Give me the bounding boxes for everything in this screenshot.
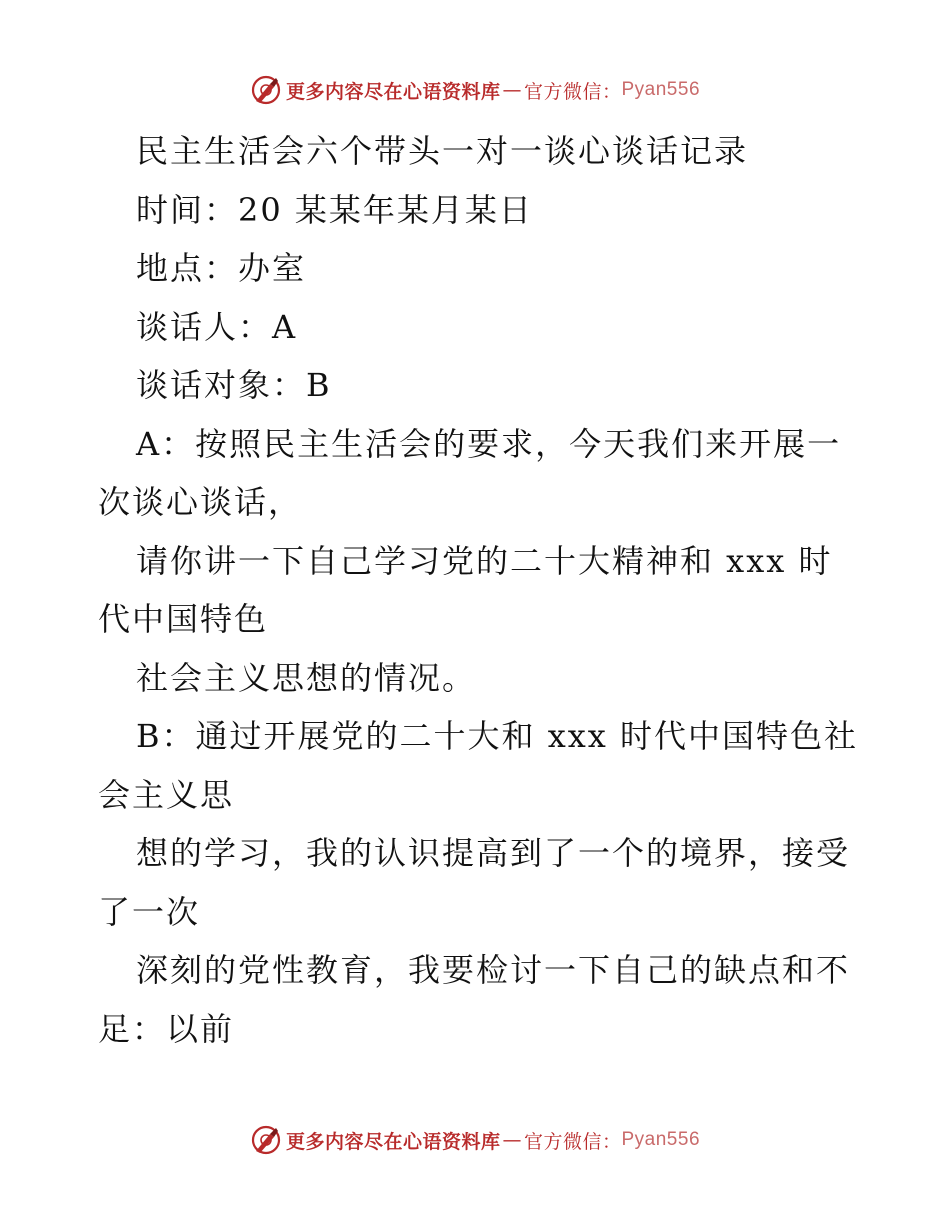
meeting-time: 时间：20 某某年某月某日: [136, 190, 533, 229]
footer-banner-separator: —: [502, 1129, 522, 1151]
text-line: A：按照民主生活会的要求，今天我们来开展一: [136, 424, 842, 463]
text-line: B：通过开展党的二十大和 xxx 时代中国特色社: [136, 717, 858, 755]
header-banner-main: 更多内容尽在心语资料库: [285, 80, 501, 103]
footer-banner-wechat-id: Pyan556: [621, 1129, 701, 1150]
text-line: 社会主义思想的情况。: [136, 658, 477, 697]
header-banner-wechat-label: 官方微信：: [523, 80, 622, 103]
footer-banner: [0, 1120, 950, 1160]
header-banner-text: [286, 77, 700, 104]
interviewer: 谈话人：A: [136, 307, 298, 346]
header-banner: [0, 70, 950, 110]
text-line: 深刻的党性教育，我要检讨一下自己的缺点和不: [136, 951, 851, 989]
text-line: 会主义思: [98, 775, 235, 814]
text-line: 代中国特色: [98, 600, 269, 638]
footer-banner-text: [286, 1127, 700, 1154]
meeting-location: 地点：办室: [136, 249, 307, 287]
pen-nib-logo-icon: [250, 1124, 282, 1156]
interviewee: 谈话对象：B: [136, 366, 332, 404]
header-banner-separator: —: [502, 79, 522, 101]
footer-banner-wechat-label: 官方微信：: [523, 1130, 622, 1153]
document-title: 民主生活会六个带头一对一谈心谈话记录: [136, 132, 749, 170]
document-body: [98, 122, 858, 1058]
header-banner-wechat-id: Pyan556: [621, 79, 701, 100]
text-line: 次谈心谈话，: [98, 483, 303, 521]
text-line: 想的学习，我的认识提高到了一个的境界，接受: [136, 834, 851, 872]
footer-banner-main: 更多内容尽在心语资料库: [285, 1130, 501, 1153]
text-line: 请你讲一下自己学习党的二十大精神和 xxx 时: [136, 541, 833, 580]
text-line: 了一次: [98, 892, 201, 931]
pen-nib-logo-icon: [250, 74, 282, 106]
text-line: 足：以前: [98, 1009, 235, 1048]
